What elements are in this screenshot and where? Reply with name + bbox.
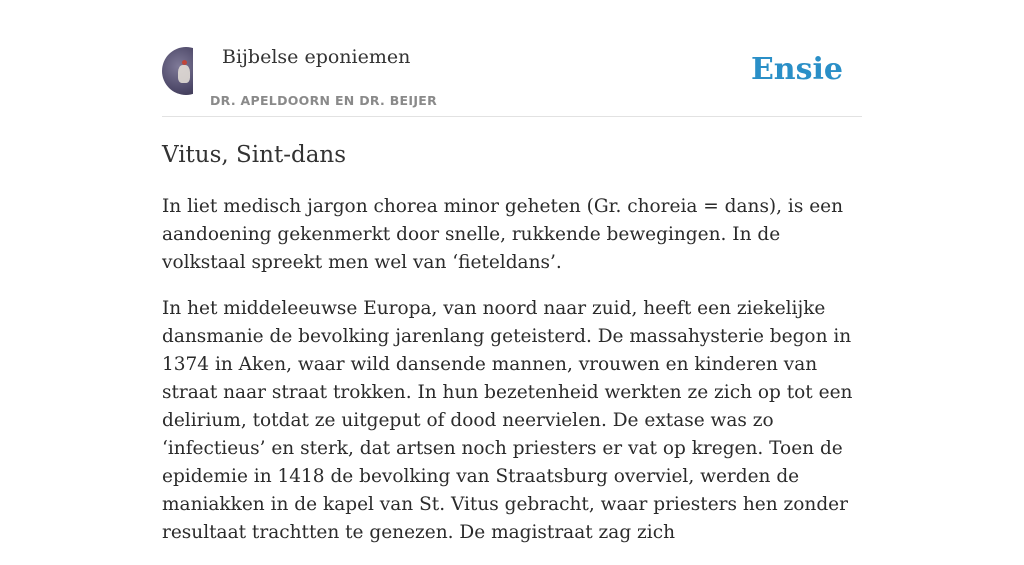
book-title[interactable]: Bijbelse eponiemen bbox=[222, 46, 411, 68]
cover-mask bbox=[193, 47, 210, 95]
entry-title: Vitus, Sint-dans bbox=[162, 142, 347, 168]
entry-paragraph: In liet medisch jargon chorea minor geheten (Gr. choreia = dans), is een aandoening gekenmerkt door snelle, rukkende bewegingen. In de volkstaal spreekt men wel van ‘fieteldans’. bbox=[162, 196, 844, 273]
brand-logo[interactable]: Ensie bbox=[750, 52, 843, 87]
entry-content bbox=[162, 138, 862, 565]
cover-accent bbox=[182, 60, 187, 65]
entry-header bbox=[162, 40, 862, 117]
book-cover-image[interactable] bbox=[162, 47, 210, 95]
cover-figure bbox=[178, 65, 190, 83]
entry-paragraph: In het middeleeuwse Europa, van noord naar zuid, heeft een ziekelijke dansmanie de bevolking jarenlang geteisterd. De massahysterie begon in 1374 in Aken, waar wild dansende mannen, vrouwen en kinderen van straat naar straat trokken. In hun bezetenheid werkten ze zich op tot een delirium, totdat ze uitgeput of dood neervielen. De extase was zo ‘infectieus’ en sterk, dat artsen noch priesters er vat op kregen. Toen de epidemie in 1418 de bevolking van Straatsburg overviel, werden de maniakken in de kapel van St. Vitus gebracht, waar priesters hen zonder resultaat trachtten te genezen. De magistraat zag zich bbox=[162, 298, 853, 543]
book-authors[interactable]: DR. APELDOORN EN DR. BEIJER bbox=[210, 93, 438, 108]
